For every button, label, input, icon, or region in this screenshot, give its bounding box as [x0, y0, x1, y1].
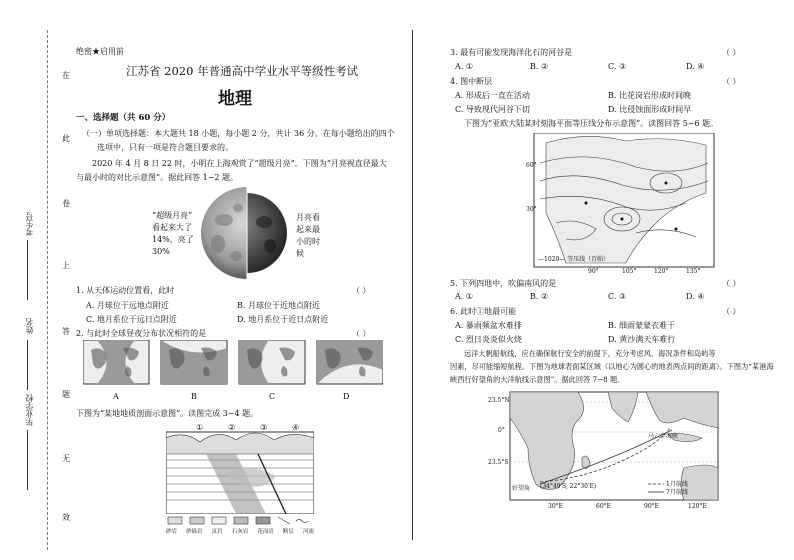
place-label: 好望角: [512, 485, 531, 492]
answer-paren: （ ）: [722, 77, 741, 86]
legend-item: 花岗岩: [257, 529, 274, 535]
sidebar-fill-line: [27, 240, 28, 300]
caption-line: “超级月亮”: [152, 211, 193, 220]
day-night-maps: [83, 340, 383, 386]
moon-right-caption: [296, 212, 320, 260]
figure-5-6-intro: 下图为“亚欧大陆某时刻海平面等压线分布示意图”。读图回答 5~6 题。: [464, 119, 719, 128]
caption-line: 14%，亮了: [152, 235, 194, 244]
lon-label: 60°E: [596, 503, 612, 510]
sidebar-char: 在: [62, 71, 70, 80]
question-1-stem: 1. 从天体运动位置看，此时: [76, 286, 175, 295]
lat-label: 60°: [526, 162, 537, 169]
lat-label: 30°: [526, 206, 537, 213]
caption-line: 月亮看: [296, 213, 320, 222]
intro-line: 2020 年 4 月 8 日 22 时，小明在上海观赏了“超级月亮”。下图为“月亮视直径最大: [92, 159, 387, 168]
caption-line: 候: [296, 249, 304, 258]
figure-3-4-intro: 下图为“某地地质剖面示意图”。读图完成 3~4 题。: [76, 409, 259, 418]
sidebar-fill-line: [27, 430, 28, 490]
option: B. 细雨蒙蒙衣难干: [608, 321, 675, 330]
option: A. 月球位于远地点附近: [86, 301, 169, 310]
section-heading: 一、选择题（共 60 分）: [76, 113, 171, 123]
option: C. 地月系位于远日点附近: [86, 315, 177, 324]
sidebar-char: 效: [62, 513, 70, 522]
lon-label: 90°E: [644, 503, 660, 510]
place-label: 马六甲海峡: [648, 433, 679, 440]
legend-item: 1月航线: [666, 481, 688, 488]
legend-item: 河流: [302, 529, 314, 535]
answer-paren: （ ）: [722, 48, 741, 57]
option: B. ②: [530, 292, 549, 301]
answer-paren: （ ）: [352, 286, 371, 295]
caption-line: 看起来大了: [152, 223, 192, 232]
legend-item: 砂砾岩: [186, 529, 203, 535]
sidebar-fill-line: [27, 340, 28, 390]
map-label-b: B: [191, 392, 197, 401]
map-label-c: C: [269, 392, 276, 401]
lon-label: 30°E: [548, 503, 564, 510]
figure-7-8-intro-line: 因素，尽可能缩短航程。下图为地球表面某区域（以地心为圆心的地表两点间的距离）。下图为“某港海: [450, 362, 774, 371]
question-4-stem: 4. 图中断层: [450, 77, 493, 86]
geologic-section: [166, 420, 314, 514]
geology-legend-swatches: [166, 516, 314, 526]
map-b: [161, 340, 227, 384]
sidebar-char: 卷: [62, 199, 70, 208]
caption-line: 30%: [152, 247, 170, 256]
subject-title: 地理: [218, 89, 252, 109]
legend-item: 7月航线: [666, 489, 688, 496]
section-label: ①: [196, 423, 204, 432]
option: B. 比花岗岩形成时间晚: [608, 91, 691, 100]
legend-item: 砂岩: [166, 529, 178, 535]
answer-paren: （ ）: [722, 279, 741, 288]
option: A. 形成后一直在活动: [455, 91, 530, 100]
figure-7-8-intro-line: 峡西行好望角的大洋航线示意图”。据此回答 7~8 题。: [450, 375, 625, 384]
option: B. ②: [530, 62, 549, 71]
geology-legend: [166, 527, 314, 535]
sidebar-char: 此: [62, 134, 70, 143]
legend-item: 石灰岩: [231, 529, 249, 535]
place-label: (34°49′S, 22°30′E): [540, 483, 597, 490]
sidebar-char: 无: [62, 454, 70, 463]
ocean-route-map: [488, 388, 724, 510]
intro-line: 与最小时的对比示意图”。据此回答 1~2 题。: [76, 173, 239, 182]
question-3-stem: 3. 最有可能发现海洋化石的河谷是: [450, 48, 573, 57]
lon-label: 90°: [588, 268, 599, 273]
option: D. 黄沙满天车难行: [608, 335, 676, 344]
column-divider: [412, 30, 413, 540]
moon-comparison-figure: [198, 186, 296, 280]
instruction-line: （一）单项选择题：本大题共 18 小题，每小题 2 分，共计 36 分。在每小题给出的四个: [82, 129, 395, 138]
option: B. 月球位于近地点附近: [237, 301, 320, 310]
sidebar-char: 上: [62, 261, 70, 270]
map-legend: —1020— 等压线（百帕）: [538, 256, 610, 263]
option: D. ④: [686, 62, 705, 71]
section-label: ③: [260, 423, 268, 432]
question-6-stem: 6. 此时①地最可能: [450, 307, 517, 316]
figure-7-8-intro-line: 远洋大帆船航线，应在确保航行安全的前提下，充分考虑风、海况条件和岛屿等: [464, 349, 716, 358]
exam-title: 江苏省 2020 年普通高中学业水平等级性考试: [126, 64, 359, 78]
sidebar-char: 答: [62, 327, 70, 336]
option: C. ③: [608, 62, 627, 71]
legend-item: 页岩: [211, 529, 223, 535]
map-label-d: D: [343, 392, 350, 401]
section-label: ④: [292, 423, 300, 432]
sidebar-label-examinee-id: 考生号: [25, 212, 34, 236]
sidebar-label-school: 毕业学校: [25, 394, 34, 426]
section-label: ②: [228, 423, 236, 432]
option: A. 暴雨频盆水难排: [455, 321, 522, 330]
answer-paren: （ ）: [722, 307, 741, 316]
map-d: [317, 340, 383, 384]
moon-left-caption: [152, 210, 194, 258]
option: A. ①: [455, 62, 474, 71]
sidebar-char: 题: [62, 390, 70, 399]
lat-label: 23.5°N: [488, 397, 510, 404]
option: D. 比侵蚀面形成时间早: [608, 105, 692, 114]
map-label-a: A: [113, 392, 119, 401]
legend-item: 断层: [282, 529, 294, 535]
map-a: [83, 340, 149, 384]
isobar-map: [526, 133, 716, 273]
option: C. ③: [608, 292, 627, 301]
question-5-stem: 5. 下列四地中，吹偏南风的是: [450, 279, 557, 288]
lon-label: 120°: [654, 268, 669, 273]
sidebar-label-name: 姓名: [25, 318, 34, 334]
caption-line: 起来最: [296, 225, 320, 234]
lon-label: 135°: [686, 268, 701, 273]
lat-label: 23.5°S: [488, 459, 509, 466]
question-2-stem: 2. 与此时全球昼夜分布状况相符的是: [76, 329, 207, 338]
lon-label: 120°E: [688, 503, 707, 510]
option: D. 地月系位于近日点附近: [237, 315, 329, 324]
answer-paren: （ ）: [352, 329, 371, 338]
sidebar-dashed-line: [47, 30, 48, 550]
instruction-line: 选项中，只有一项是符合题目要求的。: [97, 143, 233, 152]
option: D. ④: [686, 292, 705, 301]
option: C. 烈日炎炎似火烧: [455, 335, 522, 344]
map-c: [239, 340, 305, 384]
lat-label: 0°: [498, 427, 505, 434]
caption-line: 小的时: [296, 237, 320, 246]
lon-label: 105°: [622, 268, 637, 273]
secret-mark: 绝密★启用前: [76, 47, 124, 56]
option: A. ①: [455, 292, 474, 301]
option: C. 导致现代河谷下切: [455, 105, 530, 114]
